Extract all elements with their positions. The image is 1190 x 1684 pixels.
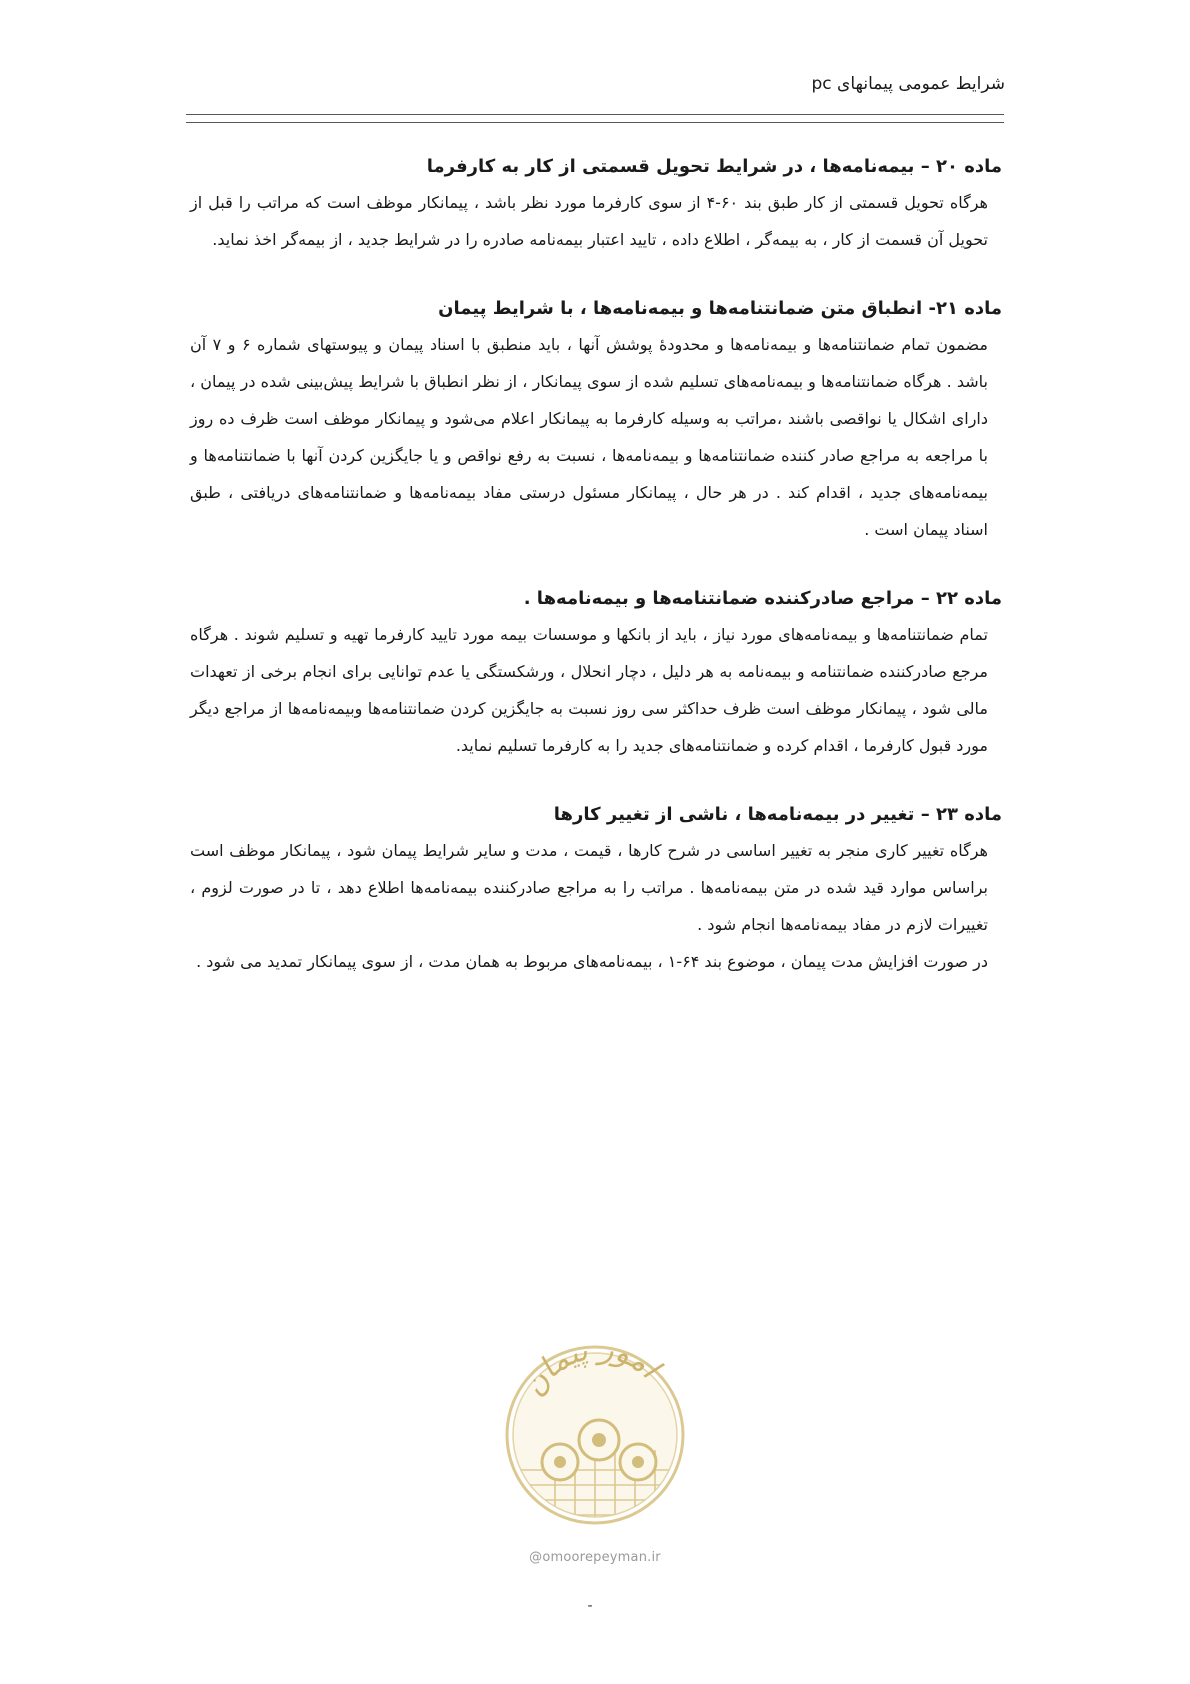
watermark-logo <box>475 1320 715 1580</box>
logo-caption: @omoorepeyman.ir <box>529 1550 661 1565</box>
article-paragraph: در صورت افزایش مدت پیمان ، موضوع بند ۶۴-۱ ، بیمه‌نامه‌های مربوط به همان مدت ، از سوی پیمانکار تمدید می شود . <box>196 952 988 971</box>
page-header <box>190 74 1005 94</box>
article-title: ماده ۲۲ – مراجع صادرکننده ضمانتنامه‌ها و بیمه‌نامه‌ها . <box>523 588 1002 609</box>
article-paragraph: هرگاه تحویل قسمتی از کار طبق بند ۶۰-۴ از سوی کارفرما مورد نظر باشد ، پیمانکار موظف است که مراتب را قبل از تحویل آن قسمت از کار ، به بیمه‌گر ، اطلاع داده ، تایید اعتبار بیمه‌نامه صادره را در شرایط جدید ، از بیمه‌گر اخذ نماید. <box>190 193 988 249</box>
seal-logo-icon <box>475 1320 715 1560</box>
article-paragraph: مضمون تمام ضمانتنامه‌ها و بیمه‌نامه‌ها و محدودهٔ پوشش آنها ، باید منطبق با اسناد پیمان و پیوستهای شماره ۶ و ۷ آن باشد . هرگاه ضمانتنامه‌ها و بیمه‌نامه‌های تسلیم شده از سوی پیمانکار ، از نظر انطباق با شرایط پیش‌بینی شده در پیمان ، دارای اشکال یا نواقصی باشند ،مراتب به وسیله کارفرما به پیمانکار اعلام می‌شود و پیمانکار موظف است ظرف ده روز با مراجعه به مراجع صادر کننده ضمانتنامه‌ها و بیمه‌نامه‌ها ، نسبت به رفع نواقص و یا جایگزین کردن آنها با ضمانتنامه‌ها و بیمه‌نامه‌های جدید ، اقدام کند . در هر حال ، پیمانکار مسئول درستی مفاد بیمه‌نامه‌ها و ضمانتنامه‌های دریافتی ، طبق اسناد پیمان است . <box>190 335 989 539</box>
article-20 <box>190 152 1002 258</box>
article-23 <box>190 800 1002 980</box>
article-title: ماده ۲۱- انطباق متن ضمانتنامه‌ها و بیمه‌نامه‌ها ، با شرایط پیمان <box>438 298 1002 319</box>
article-title: ماده ۲۳ – تغییر در بیمه‌نامه‌ها ، ناشی از تغییر کارها <box>553 804 1002 825</box>
article-22 <box>190 584 1002 764</box>
document-body <box>190 152 1002 1016</box>
logo-text: امور پیمان <box>515 1331 666 1403</box>
article-paragraph: تمام ضمانتنامه‌ها و بیمه‌نامه‌های مورد نیاز ، باید از بانکها و موسسات بیمه مورد تایید کارفرما تهیه و تسلیم شوند . هرگاه مرجع صادرکننده ضمانتنامه و بیمه‌نامه به هر دلیل ، دچار انحلال ، ورشکستگی یا عدم توانایی برای انجام برخی از تعهدات مالی شود ، پیمانکار موظف است ظرف حداکثر سی روز نسبت به جایگزین کردن ضمانتنامه‌ها وبیمه‌نامه‌ها از مراجع دیگر مورد قبول کارفرما ، اقدام کرده و ضمانتنامه‌های جدید را به کارفرما تسلیم نماید. <box>190 625 988 755</box>
page-number: - <box>587 1598 593 1614</box>
article-21 <box>190 294 1002 548</box>
article-paragraph: هرگاه تغییر کاری منجر به تغییر اساسی در شرح کارها ، قیمت ، مدت و سایر شرایط پیمان شود ، پیمانکار موظف است براساس موارد قید شده در متن بیمه‌نامه‌ها . مراتب را به مراجع صادرکننده بیمه‌نامه‌ها اطلاع دهد ، تا در صورت لزوم ، تغییرات لازم در مفاد بیمه‌نامه‌ها انجام شود . <box>190 841 988 934</box>
document-title: شرایط عمومی پیمانهای pc <box>811 74 1005 94</box>
article-title: ماده ۲۰ – بیمه‌نامه‌ها ، در شرایط تحویل قسمتی از کار به کارفرما <box>426 156 1002 177</box>
header-divider <box>186 114 1004 123</box>
